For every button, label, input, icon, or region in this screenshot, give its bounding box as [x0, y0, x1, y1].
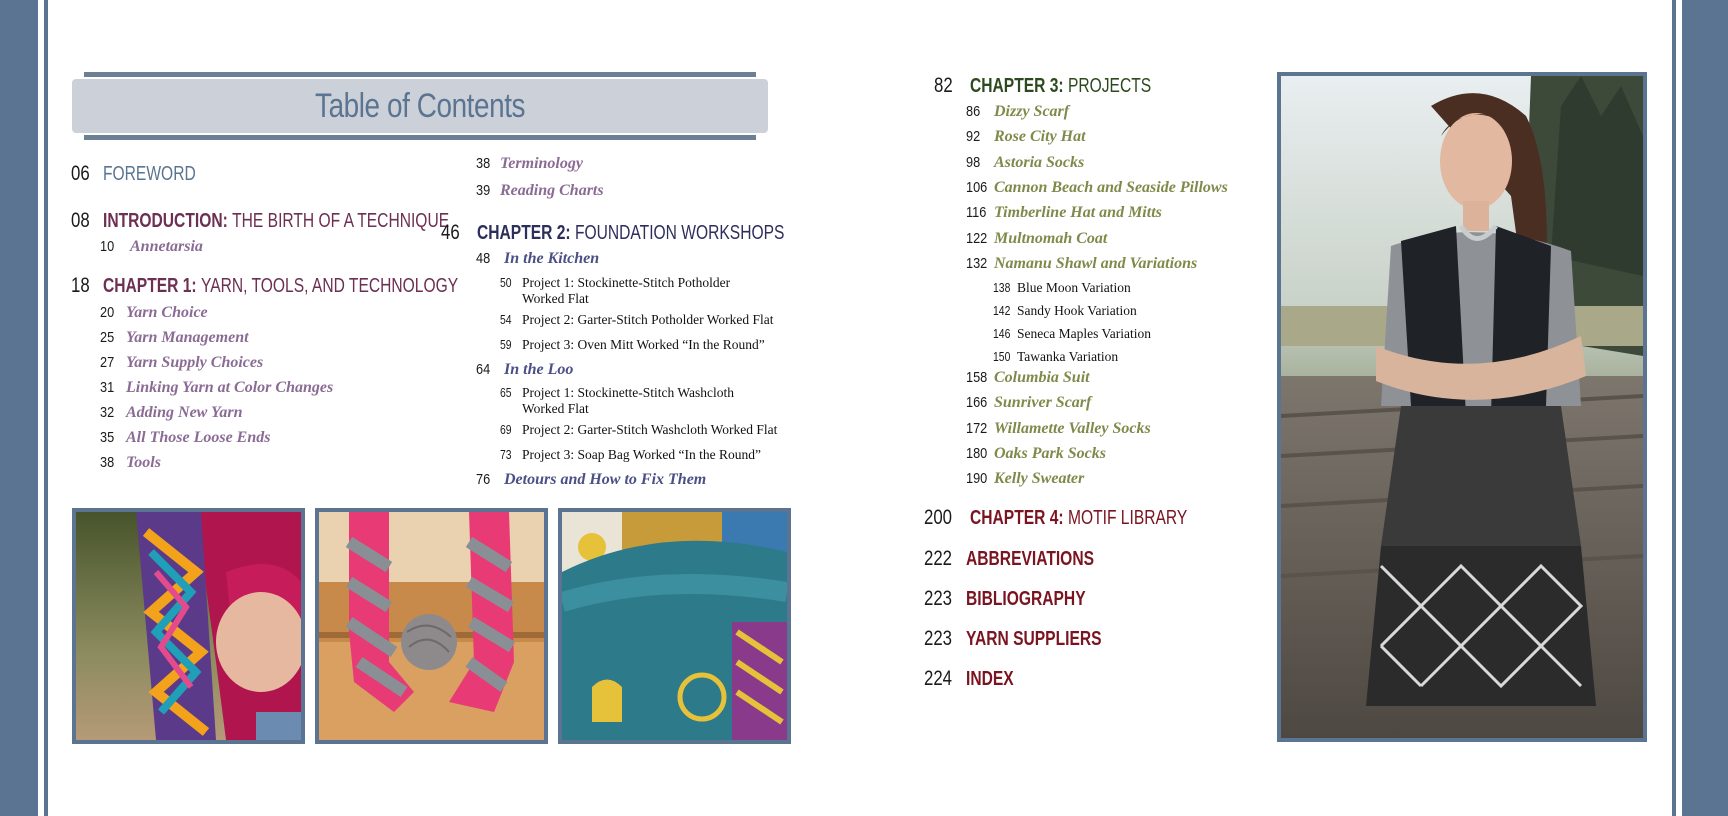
page-number: 20 — [100, 304, 115, 321]
variation-item[interactable] — [993, 303, 1137, 319]
page-number: 54 — [500, 312, 512, 327]
toc-item[interactable] — [966, 370, 1090, 386]
item-title: Terminology — [500, 155, 583, 172]
variation-title: Blue Moon Variation — [1017, 280, 1131, 295]
section-label: CHAPTER 1: — [103, 275, 197, 297]
section-title-wrap — [966, 629, 1102, 649]
variation-title: Seneca Maples Variation — [1017, 326, 1151, 341]
page-number: 132 — [966, 254, 988, 272]
section-title: ABBREVIATIONS — [966, 548, 1094, 570]
page-number: 200 — [924, 506, 953, 529]
toc-item[interactable] — [966, 129, 1086, 145]
item-title: Dizzy Scarf — [994, 103, 1070, 120]
item-title: Linking Yarn at Color Changes — [126, 379, 334, 396]
toc-item[interactable] — [476, 183, 604, 199]
toc-item[interactable] — [966, 205, 1162, 221]
page-number: 86 — [966, 103, 981, 120]
item-title: Multnomah Coat — [994, 229, 1108, 247]
section-title-wrap — [966, 669, 1014, 689]
toc-item[interactable] — [100, 455, 161, 471]
section-label: INTRODUCTION: — [103, 210, 228, 232]
left-page-edge — [0, 0, 38, 816]
photo-socks — [315, 508, 548, 744]
toc-item[interactable] — [966, 471, 1084, 487]
item-title: Timberline Hat and Mitts — [994, 204, 1162, 222]
toc-item[interactable] — [100, 380, 333, 396]
page-number: 106 — [966, 178, 988, 196]
item-title: Cannon Beach and Seaside Pillows — [994, 178, 1228, 196]
page-number: 35 — [100, 429, 115, 446]
toc-item-kitchen[interactable] — [476, 251, 599, 267]
variation-title: Sandy Hook Variation — [1017, 303, 1137, 318]
project-title: Project 3: Oven Mitt Worked “In the Round” — [522, 337, 765, 352]
section-label: CHAPTER 3: — [970, 75, 1064, 97]
item-title: Kelly Sweater — [994, 470, 1085, 488]
toc-back-matter[interactable] — [924, 588, 1119, 609]
page-number: 166 — [966, 394, 988, 412]
right-page-edge — [1682, 0, 1728, 816]
toc-item[interactable] — [966, 231, 1107, 247]
variation-title: Tawanka Variation — [1017, 349, 1119, 364]
page-number: 06 — [71, 162, 90, 185]
variation-item[interactable] — [993, 280, 1131, 296]
variation-item[interactable] — [993, 326, 1151, 342]
section-title: YARN SUPPLIERS — [966, 628, 1102, 650]
section-title: MOTIF LIBRARY — [1067, 507, 1188, 529]
page-number: 222 — [924, 547, 953, 570]
item-title: Adding New Yarn — [126, 404, 243, 421]
page-number: 18 — [71, 274, 90, 297]
socks-photo-art — [319, 512, 544, 740]
toc-item[interactable] — [100, 405, 242, 421]
item-title: In the Kitchen — [504, 250, 600, 267]
scarf-photo-art — [76, 512, 301, 740]
item-title: Willamette Valley Socks — [994, 419, 1151, 437]
toc-item[interactable] — [966, 104, 1069, 120]
page-number: 50 — [500, 275, 512, 290]
page-number: 32 — [100, 404, 115, 421]
page-number: 142 — [993, 303, 1011, 318]
page-number: 46 — [441, 221, 460, 244]
section-title-wrap — [966, 549, 1094, 569]
toc-item[interactable] — [100, 330, 249, 346]
project-item[interactable] — [500, 275, 730, 307]
project-title-cont: Worked Flat — [522, 401, 589, 416]
page-title: Table of Contents — [314, 86, 526, 125]
toc-item[interactable] — [966, 395, 1091, 411]
project-title: Project 2: Garter-Stitch Potholder Worked Flat — [522, 312, 774, 327]
page-number: 25 — [100, 329, 115, 346]
page-number: 69 — [500, 422, 512, 437]
item-title: Sunriver Scarf — [994, 394, 1092, 412]
toc-chapter-1[interactable] — [71, 275, 558, 296]
section-title: FOUNDATION WORKSHOPS — [574, 222, 785, 244]
project-item[interactable] — [500, 312, 773, 328]
photo-scarf — [72, 508, 305, 744]
toc-item[interactable] — [966, 180, 1228, 196]
project-item[interactable] — [500, 447, 761, 463]
page-number: 48 — [476, 250, 491, 267]
page-number: 39 — [476, 182, 491, 199]
project-title: Project 1: Stockinette-Stitch Washcloth — [522, 385, 735, 400]
page-number: 223 — [924, 627, 953, 650]
project-title: Project 1: Stockinette-Stitch Potholder — [522, 275, 731, 290]
banner-plate — [72, 79, 768, 133]
toc-item[interactable] — [100, 430, 270, 446]
section-title: BIBLIOGRAPHY — [966, 588, 1086, 610]
toc-banner — [72, 72, 768, 140]
page-number: 223 — [924, 587, 953, 610]
page-number: 180 — [966, 444, 988, 462]
page-number: 190 — [966, 470, 988, 488]
page-number: 76 — [476, 471, 491, 488]
toc-item[interactable] — [966, 256, 1197, 272]
toc-item[interactable] — [476, 156, 583, 172]
toc-item[interactable] — [966, 155, 1084, 171]
project-title-cont: Worked Flat — [522, 291, 589, 306]
shawl-photo-art — [562, 512, 787, 740]
item-title: Columbia Suit — [994, 369, 1090, 386]
item-title: Tools — [126, 454, 161, 471]
variation-item[interactable] — [993, 349, 1118, 365]
section-title: FOREWORD — [103, 163, 196, 185]
item-title: Yarn Choice — [126, 304, 208, 321]
page-number: 138 — [993, 280, 1011, 295]
item-title: Namanu Shawl and Variations — [994, 254, 1198, 272]
page-number: 172 — [966, 419, 988, 437]
project-item[interactable] — [500, 337, 765, 353]
section-label: CHAPTER 4: — [970, 507, 1064, 529]
left-page-rule — [44, 0, 48, 816]
model-photo-art — [1281, 76, 1643, 738]
toc-item[interactable] — [100, 355, 263, 371]
section-title-wrap — [966, 589, 1086, 609]
toc-chapter-4[interactable] — [924, 507, 1249, 528]
item-title: Yarn Management — [126, 329, 249, 346]
item-title: In the Loo — [504, 361, 574, 378]
item-title: Astoria Socks — [994, 153, 1085, 171]
page-number: 82 — [934, 74, 953, 97]
page-number: 98 — [966, 153, 981, 171]
page-number: 150 — [993, 349, 1011, 364]
item-title: Detours and How to Fix Them — [504, 471, 707, 488]
toc-item[interactable] — [966, 421, 1151, 437]
item-title: Reading Charts — [500, 182, 604, 199]
section-title: PROJECTS — [1067, 75, 1152, 97]
page-number: 59 — [500, 337, 512, 352]
item-title: Yarn Supply Choices — [126, 354, 264, 371]
toc-back-matter[interactable] — [924, 548, 1130, 569]
page-number: 116 — [966, 204, 987, 222]
project-item[interactable] — [500, 385, 734, 417]
project-title: Project 2: Garter-Stitch Washcloth Worked Flat — [522, 422, 778, 437]
item-title: Rose City Hat — [994, 128, 1086, 146]
page-number: 146 — [993, 326, 1011, 341]
section-title: THE BIRTH OF A TECHNIQUE — [232, 210, 450, 232]
item-title: Annetarsia — [130, 238, 203, 255]
page-number: 158 — [966, 369, 988, 386]
banner-top-rule — [84, 72, 756, 77]
item-title: Oaks Park Socks — [994, 444, 1107, 462]
toc-foreword[interactable] — [71, 163, 222, 184]
toc-item[interactable] — [100, 305, 208, 321]
photo-model — [1277, 72, 1647, 742]
page-number: 122 — [966, 229, 988, 247]
item-title: All Those Loose Ends — [126, 429, 271, 446]
page-number: 38 — [100, 454, 115, 471]
page-number: 224 — [924, 667, 953, 690]
page-number: 27 — [100, 354, 115, 371]
project-title: Project 3: Soap Bag Worked “In the Round” — [522, 447, 761, 462]
toc-item[interactable] — [100, 239, 203, 255]
page-number: 10 — [100, 238, 115, 255]
toc-item-detours[interactable] — [476, 472, 706, 488]
page-number: 92 — [966, 128, 981, 146]
page-number: 38 — [476, 155, 491, 172]
page-number: 31 — [100, 379, 115, 396]
right-page-rule — [1672, 0, 1676, 816]
toc-chapter-3[interactable] — [934, 75, 1202, 96]
toc-chapter-2[interactable] — [441, 222, 871, 243]
toc-back-matter[interactable] — [924, 668, 1027, 689]
toc-item-loo[interactable] — [476, 362, 573, 378]
page-number: 08 — [71, 209, 90, 232]
page-number: 65 — [500, 385, 512, 400]
page-number: 73 — [500, 447, 512, 462]
section-title: INDEX — [966, 668, 1014, 690]
banner-bottom-rule — [84, 135, 756, 140]
section-label: CHAPTER 2: — [477, 222, 571, 244]
toc-item[interactable] — [966, 446, 1106, 462]
project-item[interactable] — [500, 422, 777, 438]
section-title: YARN, TOOLS, AND TECHNOLOGY — [200, 275, 459, 297]
toc-back-matter[interactable] — [924, 628, 1140, 649]
page-number: 64 — [476, 361, 491, 378]
photo-shawl — [558, 508, 791, 744]
